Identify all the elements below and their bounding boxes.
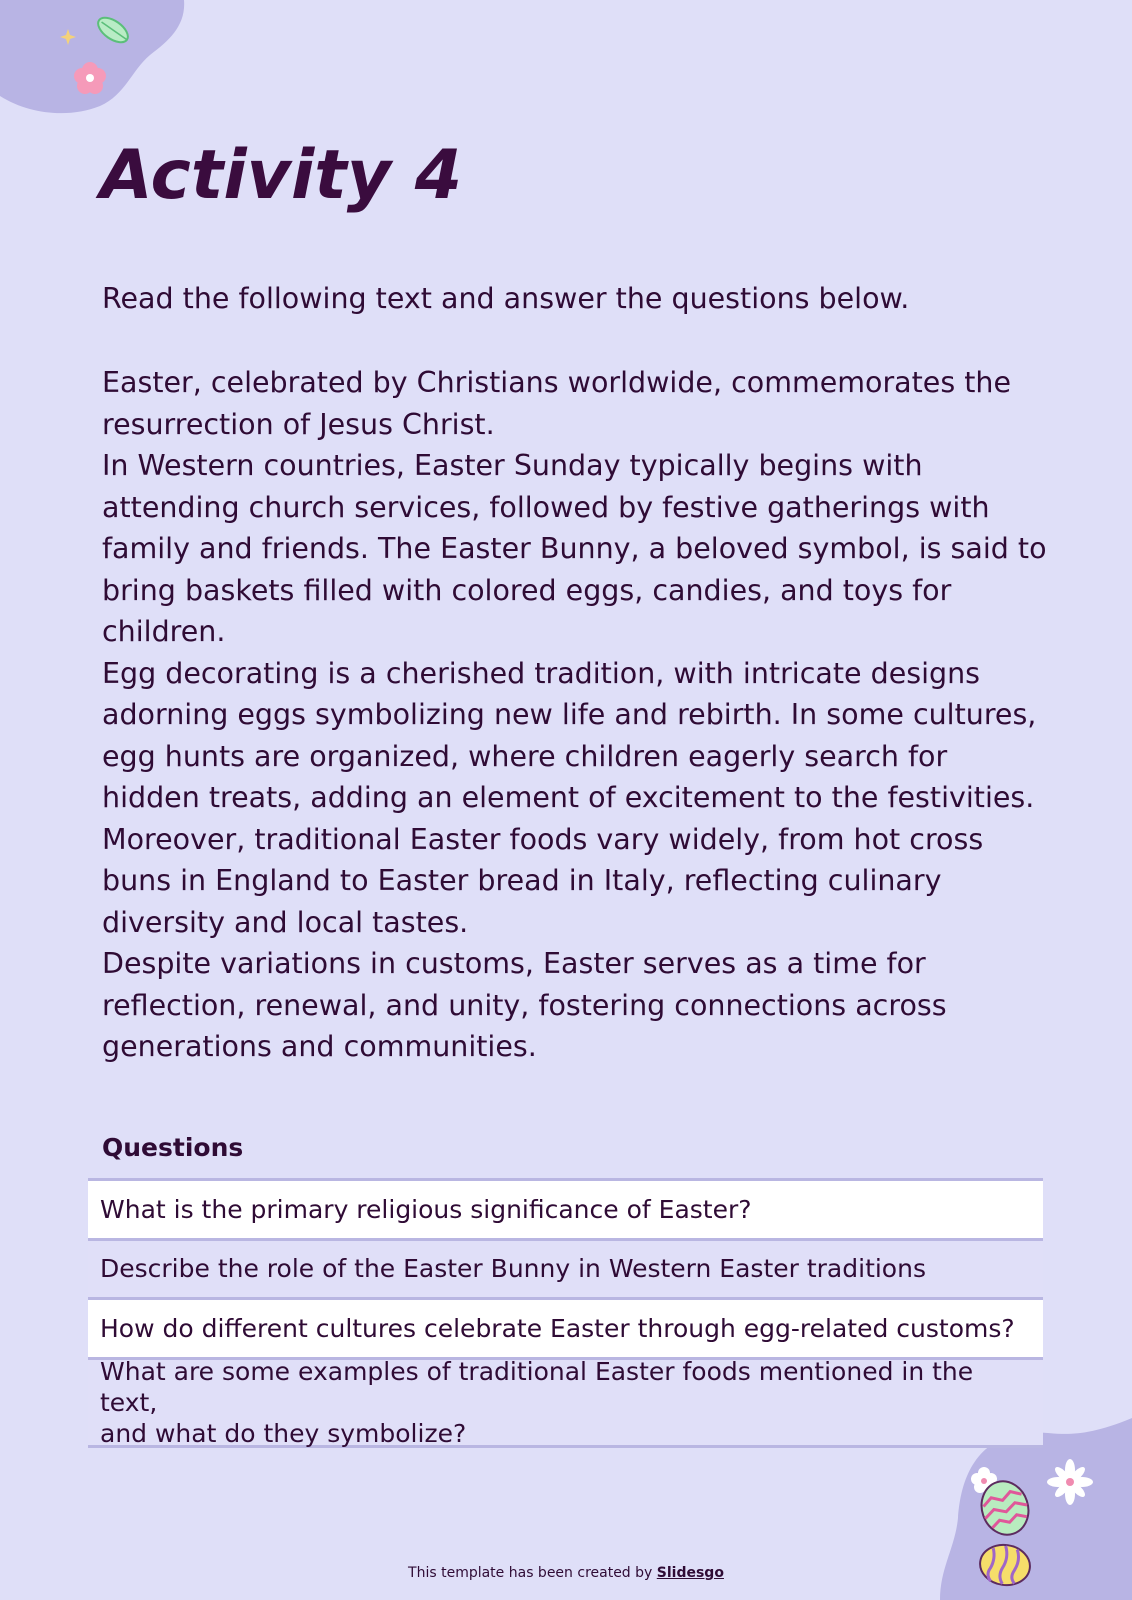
top-left-blob <box>0 0 184 113</box>
instructions-text: Read the following text and answer the questions below. <box>102 282 910 315</box>
passage-line: diversity and local tastes. <box>102 905 469 939</box>
question-text <box>100 1356 1031 1449</box>
passage-line: buns in England to Easter bread in Italy, reflecting culinary <box>102 864 942 897</box>
question-row <box>88 1297 1043 1357</box>
passage-line: In Western countries, Easter Sunday typically begins with <box>102 449 923 482</box>
question-text: What is the primary religious significance of Easter? <box>100 1194 752 1224</box>
footer-credit <box>0 1563 1132 1583</box>
passage-line: attending church services, followed by festive gatherings with <box>102 490 990 524</box>
question-row <box>88 1178 1043 1238</box>
question-text-line: and what do they symbolize? <box>100 1418 467 1448</box>
footer-text: This template has been created by <box>408 1565 657 1581</box>
page-title: Activity 4 <box>100 136 463 215</box>
questions-heading: Questions <box>102 1133 244 1162</box>
passage-line: reflection, renewal, and unity, fostering connections across <box>102 988 947 1022</box>
passage-line: Moreover, traditional Easter foods vary widely, from hot cross <box>102 822 984 856</box>
question-row <box>88 1238 1043 1298</box>
passage-line: Easter, celebrated by Christians worldwide, commemorates the <box>102 366 1012 399</box>
top-left-decoration <box>0 0 190 115</box>
question-text: How do different cultures celebrate Easter through egg-related customs? <box>100 1313 1015 1343</box>
passage-line: children. <box>102 615 226 648</box>
passage-line: Despite variations in customs, Easter serves as a time for <box>102 947 926 980</box>
passage-line: bring baskets filled with colored eggs, candies, and toys for <box>102 573 952 607</box>
passage-line: adorning eggs symbolizing new life and rebirth. In some cultures, <box>102 698 1037 731</box>
passage-line: Egg decorating is a cherished tradition, with intricate designs <box>102 656 981 690</box>
questions-table <box>88 1178 1043 1448</box>
passage-line: hidden treats, adding an element of excitement to the festivities. <box>102 781 1035 814</box>
reading-passage <box>102 362 1062 1068</box>
passage-line: generations and communities. <box>102 1030 537 1063</box>
question-row <box>88 1357 1043 1448</box>
slidesgo-link[interactable]: Slidesgo <box>656 1565 724 1581</box>
passage-line: egg hunts are organized, where children eagerly search for <box>102 739 948 773</box>
passage-line: resurrection of Jesus Christ. <box>102 407 495 441</box>
question-text-line: What are some examples of traditional Easter foods mentioned in the text, <box>100 1356 974 1417</box>
question-text: Describe the role of the Easter Bunny in Western Easter traditions <box>100 1254 926 1284</box>
passage-line: family and friends. The Easter Bunny, a beloved symbol, is said to <box>102 532 1047 565</box>
